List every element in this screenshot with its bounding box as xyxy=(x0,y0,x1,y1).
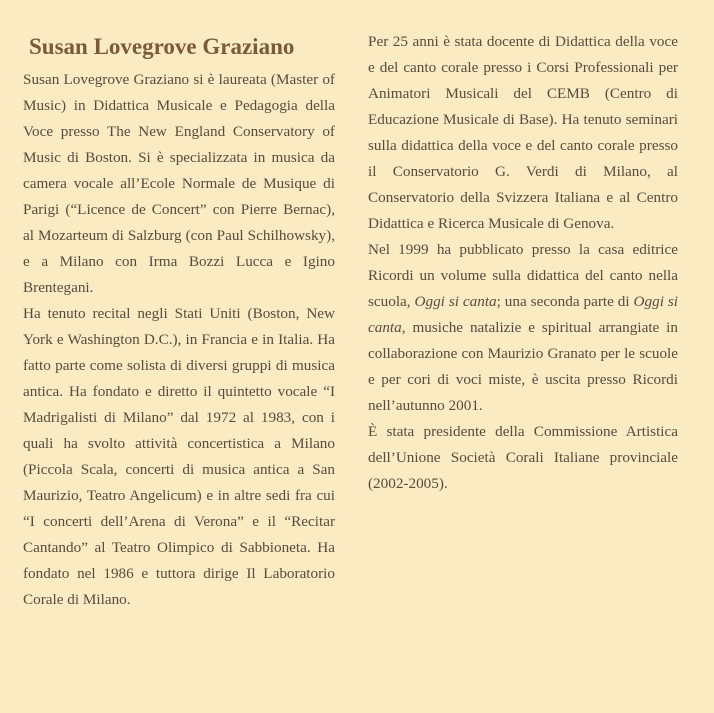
bio-paragraph-presidency: È stata presidente della Commissione Artistica dell’Unione Società Corali Italiane provinciale (2002-2005). xyxy=(368,423,678,492)
publications-text-3: , musiche natalizie e spiritual arrangiate in collaborazione con Maurizio Granato per le scuole e per cori di voci miste, è uscita presso Ricordi nell’autunno 2001. xyxy=(368,319,678,414)
publications-text-2: ; una seconda parte di xyxy=(496,293,634,310)
publications-text-1: Nel 1999 ha pubblicato presso la casa editrice Ricordi un volume sulla didattica del canto nella scuola, xyxy=(368,241,678,310)
bio-paragraph-teaching: Per 25 anni è stata docente di Didattica della voce e del canto corale presso i Corsi Professionali per Animatori Musicali del CEMB (Centro di Educazione Musicale di Base). Ha tenuto seminari sulla didattica della voce e del canto corale presso il Conservatorio G. Verdi di Milano, al Conservatorio della Svizzera Italiana e al Centro Didattica e Ricerca Musicale di Genova. xyxy=(368,33,678,232)
left-column xyxy=(23,33,335,613)
right-column xyxy=(368,33,678,497)
page-title: Susan Lovegrove Graziano xyxy=(29,34,295,59)
bio-paragraph-education: Susan Lovegrove Graziano si è laureata (Master of Music) in Didattica Musicale e Pedagogia della Voce presso The New England Conservatory of Music di Boston. Si è specializzata in musica da camera vocale all’Ecole Normale de Musique di Parigi (“Licence de Concert” con Pierre Bernac), al Mozarteum di Salzburg (con Paul Schilhowsky), e a Milano con Irma Bozzi Lucca e Igino Brentegani. xyxy=(23,71,335,296)
bio-paragraph-career: Ha tenuto recital negli Stati Uniti (Boston, New York e Washington D.C.), in Francia e in Italia. Ha fatto parte come solista di diversi gruppi di musica antica. Ha fondato e diretto il quintetto vocale “I Madrigalisti di Milano” dal 1972 al 1983, con i quali ha svolto attività concertistica a Milano (Piccola Scala, concerti di musica antica a San Maurizio, Teatro Angelicum) e in altre sedi fra cui “I concerti dell’Arena di Verona” e il “Recitar Cantando” al Teatro Olimpico di Sabbioneta. Ha fondato nel 1986 e tuttora dirige Il Laboratorio Corale di Milano. xyxy=(23,305,335,608)
book-title-1: Oggi si canta xyxy=(414,293,497,310)
book-title-2: Oggi si canta xyxy=(368,293,678,336)
bio-paragraph-publications xyxy=(368,237,678,419)
